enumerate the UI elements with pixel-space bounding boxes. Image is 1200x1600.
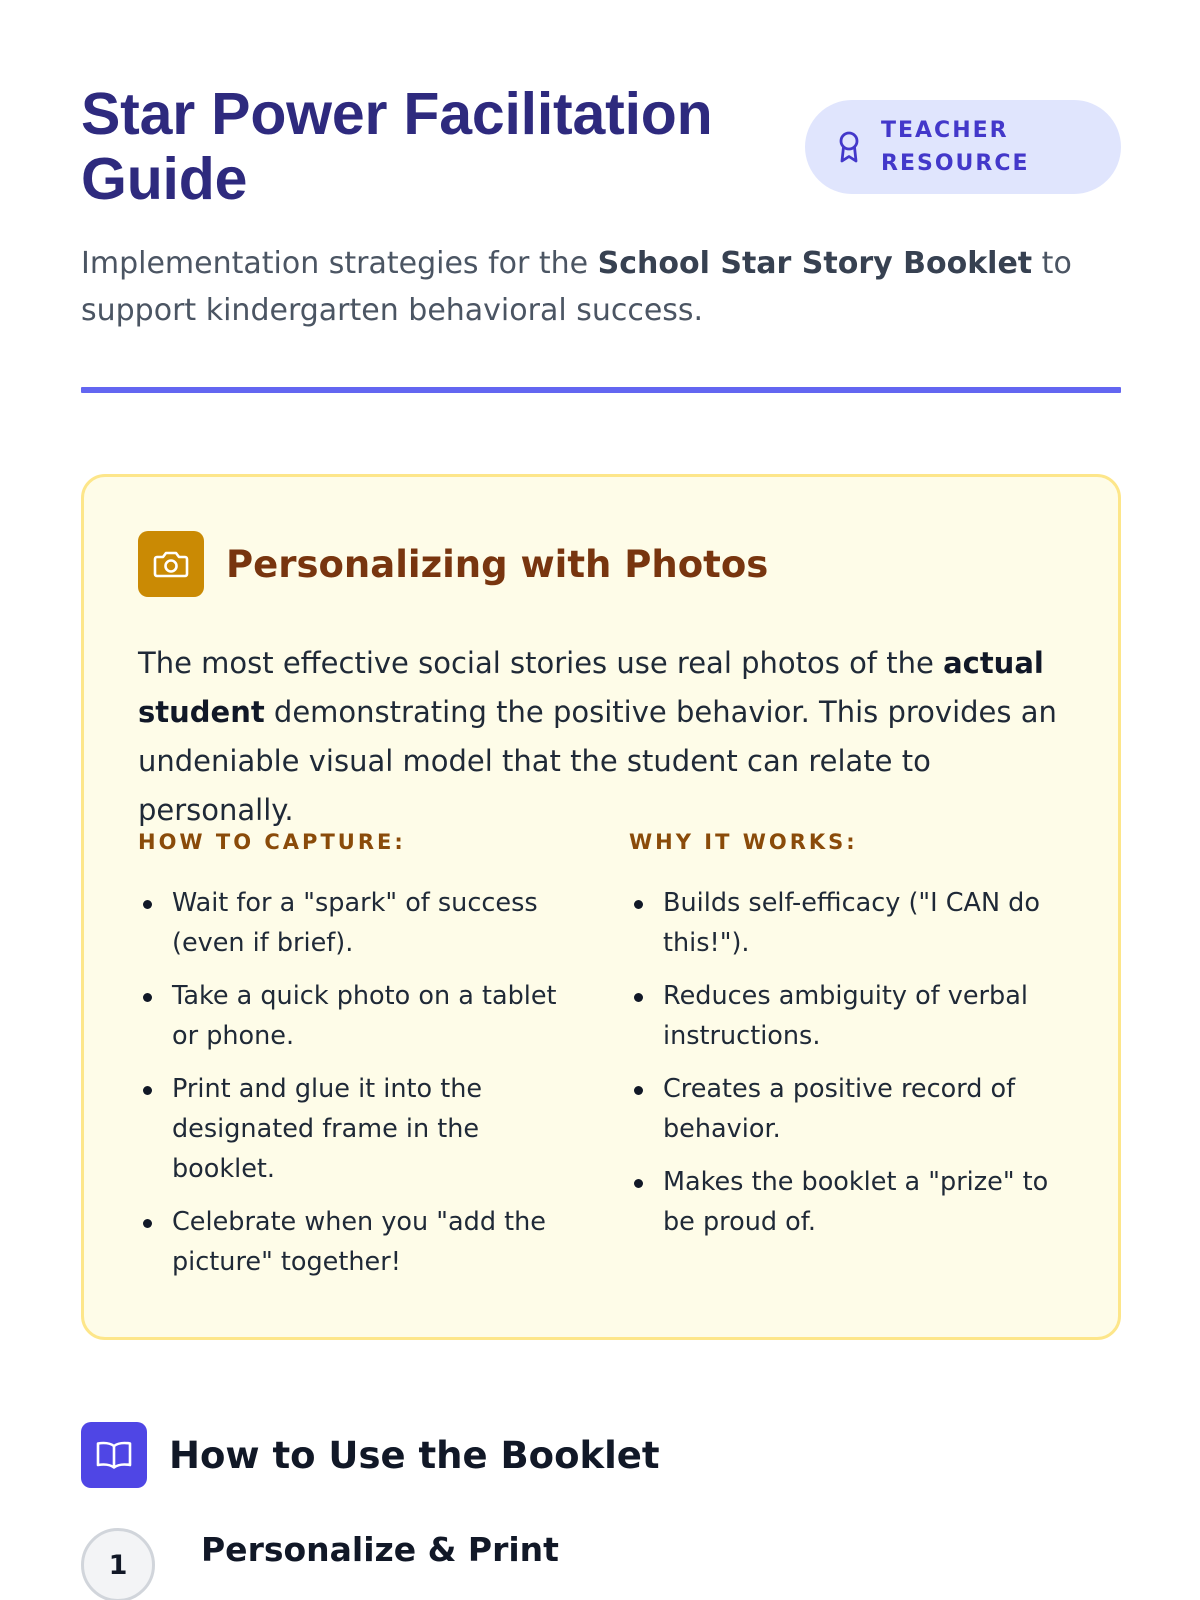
- book-icon-box: [81, 1422, 147, 1488]
- step-title: Personalize & Print: [201, 1530, 559, 1569]
- intro-text: The most effective social stories use real photos of the: [138, 646, 944, 680]
- why-it-works-column: [629, 829, 1049, 1255]
- subtitle-text: Implementation strategies for the: [81, 246, 598, 281]
- badge-label: TEACHER RESOURCE: [881, 118, 1030, 176]
- why-it-works-heading: WHY IT WORKS:: [629, 830, 858, 854]
- card-title: Personalizing with Photos: [226, 542, 769, 586]
- header-divider: [81, 387, 1121, 393]
- booklet-name: School Star Story Booklet: [597, 246, 1033, 281]
- award-ribbon-icon: [837, 130, 861, 164]
- header: [81, 82, 1121, 212]
- page-title: Star Power Facilitation Guide: [81, 81, 713, 212]
- page-subtitle: [81, 240, 1121, 334]
- teacher-resource-badge: [805, 100, 1121, 194]
- list-item: Makes the booklet a "prize" to be proud of.: [629, 1162, 1049, 1242]
- personalizing-photos-card: [81, 474, 1121, 1340]
- list-item: Wait for a "spark" of success (even if brief).: [138, 883, 558, 963]
- camera-icon-box: [138, 531, 204, 597]
- list-item: Take a quick photo on a tablet or phone.: [138, 976, 558, 1056]
- how-to-use-header: [81, 1422, 660, 1488]
- open-book-icon: [95, 1440, 133, 1470]
- list-item: Reduces ambiguity of verbal instructions.: [629, 976, 1049, 1056]
- section-title: How to Use the Booklet: [169, 1433, 660, 1477]
- list-item: Print and glue it into the designated frame in the booklet.: [138, 1069, 558, 1189]
- list-item: Builds self-efficacy ("I CAN do this!").: [629, 883, 1049, 963]
- step-number: 1: [81, 1528, 155, 1600]
- how-to-capture-heading: HOW TO CAPTURE:: [138, 830, 406, 854]
- intro-text-end: demonstrating the positive behavior. This provides an undeniable visual model that the student can relate to personally.: [138, 695, 1057, 827]
- list-item: Celebrate when you "add the picture" together!: [138, 1202, 558, 1282]
- intro-emphasis: actual student: [138, 646, 1044, 729]
- subtitle-text-end: to support kindergarten behavioral success.: [81, 246, 1072, 328]
- camera-icon: [153, 549, 189, 579]
- how-to-capture-column: [138, 829, 558, 1295]
- card-header: [138, 531, 768, 597]
- how-to-capture-list: [138, 883, 558, 1282]
- why-it-works-list: [629, 883, 1049, 1242]
- card-intro: [138, 639, 1073, 835]
- list-item: Creates a positive record of behavior.: [629, 1069, 1049, 1149]
